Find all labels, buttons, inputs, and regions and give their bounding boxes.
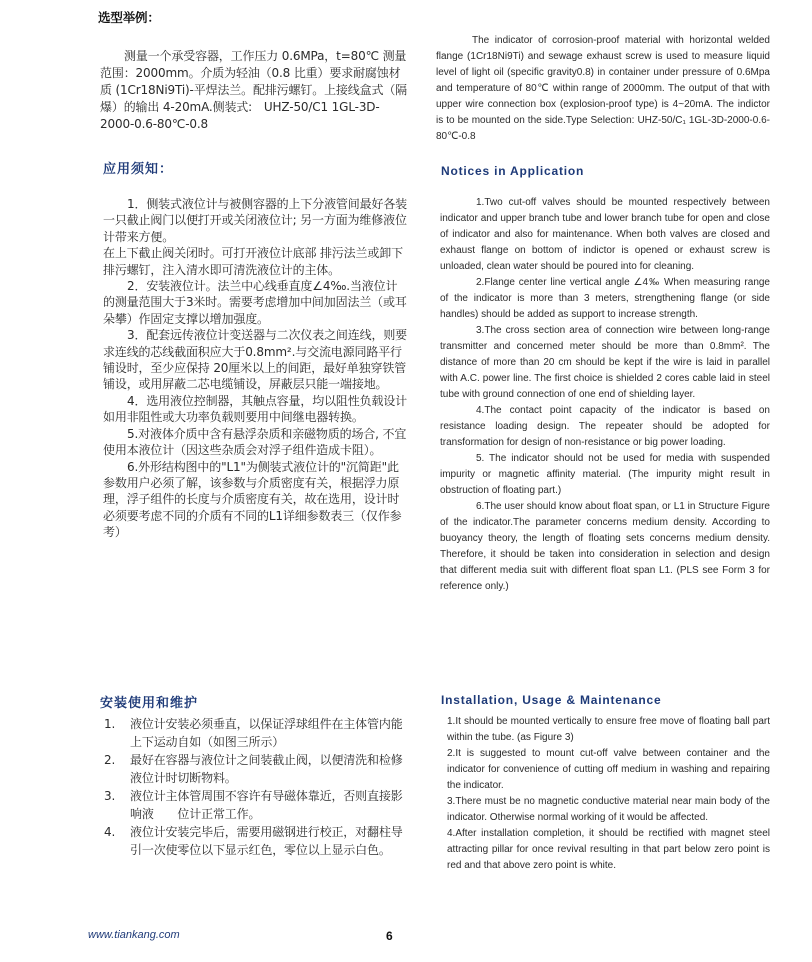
install-zh-1-num: 1. — [104, 717, 116, 731]
notice-en-4: 4.The contact point capacity of the indicator is based on resistance loading design. The repeater should be adopted for transformation for design of non-resistance or big power loading. — [440, 405, 770, 448]
notice-zh-6: 6.外形结构图中的"L1"为侧装式液位计的"沉简距"此参数用户必须了解，该参数与介质密度有关，根据浮力原理，浮子组件的长度与介质密度有关，故在选用，设计时必须要考虑不同的介质有不同的L1详细参数表三（仅作参考） — [103, 459, 402, 540]
install-heading-zh: 安装使用和维护 — [100, 696, 199, 711]
install-zh-1-text: 液位计安装必须垂直，以保证浮球组件在主体管内能上下运动自如（如图三所示） — [130, 717, 403, 749]
selection-text-en: The indicator of corrosion-proof material with horizontal welded flange (1Cr18Ni9Ti) and sewage exhaust screw is used to measure liquid level of light oil (specific gravity0.8) in container under pressure of 0.6Mpa and temperature of 80℃ within range of 2000mm. The output of that with upper wire connection box (explosion-proof type) is 4~20mA. The indictor is to be mounted on the side.Type Selection: UHZ-50/C₁ 1GL-3D-2000-0.6-80℃-0.8 — [436, 35, 770, 142]
footer-website-link[interactable]: www.tiankang.com — [88, 929, 180, 941]
install-zh-3-text: 液位计主体管周围不容许有导磁体靠近，否则直接影响液 位计正常工作。 — [130, 789, 403, 821]
install-zh-4-text: 液位计安装完毕后，需要用磁钢进行校正，对翻柱导引一次使零位以下显示红色，零位以上显示白色。 — [130, 825, 403, 857]
selection-heading-zh: 选型举例： — [98, 10, 160, 25]
install-zh-1 — [104, 715, 409, 751]
notice-zh-1b: 在上下截止阀关闭时。可打开液位计底部 排污法兰或卸下排污螺钉，注入清水即可清洗液位计的主体。 — [103, 246, 403, 277]
install-en-2: 2.It is suggested to mount cut-off valve between container and the indicator for convenience of cutting off medium in washing and repairing the indicator. — [447, 748, 770, 791]
notice-en-3: 3.The cross section area of connection wire between long-range transmitter and concerned meter should be more than 0.8mm². The distance of more than 20 cm should be kept if the wire is laid in parallel with A.C. power line. The first choice is shielded 2 cores cable laid in steel tube with ground connection of one end of shielding layer. — [440, 325, 770, 400]
notice-zh-1: 1．侧装式液位计与被侧容器的上下分液管间最好各装一只截止阀门以便打开或关闭液位计; 另一方面为维修液位计带来方便。 — [103, 197, 408, 244]
notice-heading-en: Notices in Application — [441, 164, 585, 178]
install-zh-4-num: 4. — [104, 825, 116, 839]
install-zh-2-text: 最好在容器与液位计之间装截止阀，以便清洗和检修液位计时切断物料。 — [130, 753, 403, 785]
notice-zh-2: 2．安装液位计。法兰中心线垂直度∠4‰.当液位计的测量范围大于3米时。需要考虑增加中间加固法兰（或耳朵攀）作固定支撑以增加强度。 — [103, 279, 407, 326]
notice-zh-4: 4．选用液位控制器，其触点容量，均以阻性负载设计如用非阻性或大功率负载则要用中间继电器转换。 — [103, 393, 408, 425]
notice-en-6: 6.The user should know about float span, or L1 in Structure Figure of the indicator.The parameter concerns medium density. According to buoyancy theory, the length of floating sets concerns medium density. Therefore, it should be taken into consideration in selection and design that different media suit with different float span L1. (PLS see Form 3 for reference only.) — [440, 501, 770, 592]
install-zh-2 — [104, 751, 409, 787]
notice-list-en — [440, 195, 770, 595]
notice-en-5: 5. The indicator should not be used for media with suspended impurity or magnetic affinity material. (The impurity might result in obstruction of floating part.) — [440, 453, 770, 496]
notice-zh-3: 3．配套远传液位计变送器与二次仪表之间连线，则要求连线的芯线截面积应大于0.8mm².与交流电源同路平行铺设时，至少应保持 20厘米以上的间距，最好单独穿铁管铺设，或用屏蔽二芯电缆铺设，屏蔽层只能一端接地。 — [103, 328, 408, 392]
selection-text-zh: 测量一个承受容器，工作压力 0.6MPa，t=80℃ 测量范围：2000mm。介质为轻油（0.8 比重）要求耐腐蚀材质 (1Cr18Ni9Ti)-平焊法兰。配排污螺钉。上接线盒式（隔爆）的输出 4-20mA.侧装式: UHZ-50/C1 1GL-3D-2000-0.6-80℃-0.8 — [100, 49, 408, 131]
install-zh-3 — [104, 787, 409, 823]
notice-en-2: 2.Flange center line vertical angle ∠4‰ When measuring range of the indicator is more than 3 meters, strengthening flange (or side handles) should be added as support to increase strength. — [440, 277, 770, 320]
install-en-1: 1.It should be mounted vertically to ensure free move of floating ball part within the tube. (as Figure 3) — [447, 716, 770, 743]
install-heading-en: Installation, Usage & Maintenance — [441, 693, 662, 707]
install-list-en — [447, 714, 770, 874]
install-en-3: 3.There must be no magnetic conductive material near main body of the indicator. Otherwise normal working of it would be affected. — [447, 796, 770, 823]
notice-list-zh — [103, 196, 409, 541]
install-zh-3-num: 3. — [104, 789, 116, 803]
notice-en-1: 1.Two cut-off valves should be mounted respectively between indicator and upper branch tube and lower branch tube for open and close of indicator and also for maintenance. When both valves are closed and exhaust flange on bottom of indictor is opened or exhaust screw is unloaded, clean water should be poured into for cleaning. — [440, 197, 770, 272]
notice-zh-5: 5.对液体介质中含有悬浮杂质和亲磁物质的场合, 不宜使用本液位计（因这些杂质会对浮子组件造成卡阻）。 — [103, 426, 407, 458]
install-en-4: 4.After installation completion, it should be rectified with magnet steel attracting pillar for once revival resulting in that part below zero point is red and that above zero point is white. — [447, 828, 770, 871]
notice-heading-zh: 应用须知： — [103, 162, 174, 177]
install-list-zh — [104, 715, 409, 859]
install-zh-2-num: 2. — [104, 753, 116, 767]
install-zh-4 — [104, 823, 409, 859]
page-number: 6 — [386, 929, 393, 943]
